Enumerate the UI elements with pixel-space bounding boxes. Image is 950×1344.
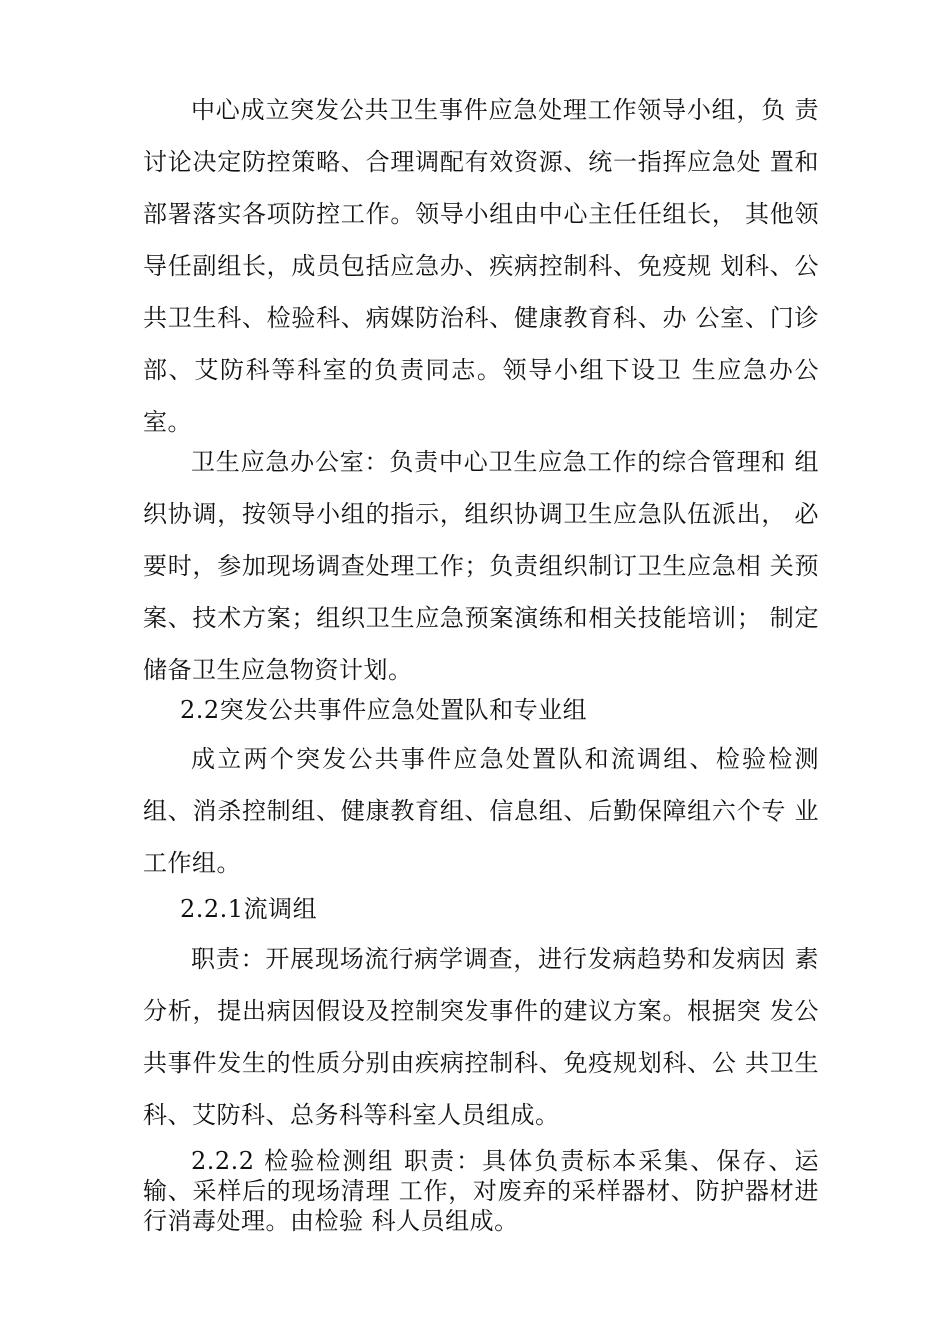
section-heading-2-2-1: 2.2.1流调组 bbox=[180, 895, 318, 923]
paragraph-epidemiology-group: 职责：开展现场流行病学调查，进行发病趋势和发病因 素分析，提出病因假设及控制突发事件的建议方案。根据突 发公共事件发生的性质分别由疾病控制科、免疫规划科、公 共卫生科、艾防科、总务科等科室人员组成。 bbox=[143, 945, 819, 1129]
section-heading-2-2: 2.2突发公共事件应急处置队和专业组 bbox=[180, 696, 588, 724]
paragraph-emergency-office: 卫生应急办公室：负责中心卫生应急工作的综合管理和 组织协调，按领导小组的指示，组织协调卫生应急队伍派出， 必要时，参加现场调查处理工作；负责组织制订卫生应急相 关预案、技术方案；组织卫生应急预案演练和相关技能培训； 制定储备卫生应急物资计划。 bbox=[143, 448, 819, 684]
paragraph-professional-groups: 成立两个突发公共事件应急处置队和流调组、检验检测组、消杀控制组、健康教育组、信息组、后勤保障组六个专 业工作组。 bbox=[143, 745, 819, 877]
paragraph-leadership-group: 中心成立突发公共卫生事件应急处理工作领导小组，负 责讨论决定防控策略、合理调配有效资源、统一指挥应急处 置和部署落实各项防控工作。领导小组由中心主任任组长， 其他领导任副组长，成员包括应急办、疾病控制科、免疫规 划科、公共卫生科、检验科、病媒防治科、健康教育科、办 公室、门诊部、艾防科等科室的负责同志。领导小组下设卫 生应急办公室。 bbox=[143, 96, 819, 436]
paragraph-testing-group: 2.2.2 检验检测组 职责：具体负责标本采集、保存、运输、采样后的现场清理 工作，对废弃的采样器材、防护器材进行消毒处理。由检验 科人员组成。 bbox=[143, 1147, 819, 1235]
